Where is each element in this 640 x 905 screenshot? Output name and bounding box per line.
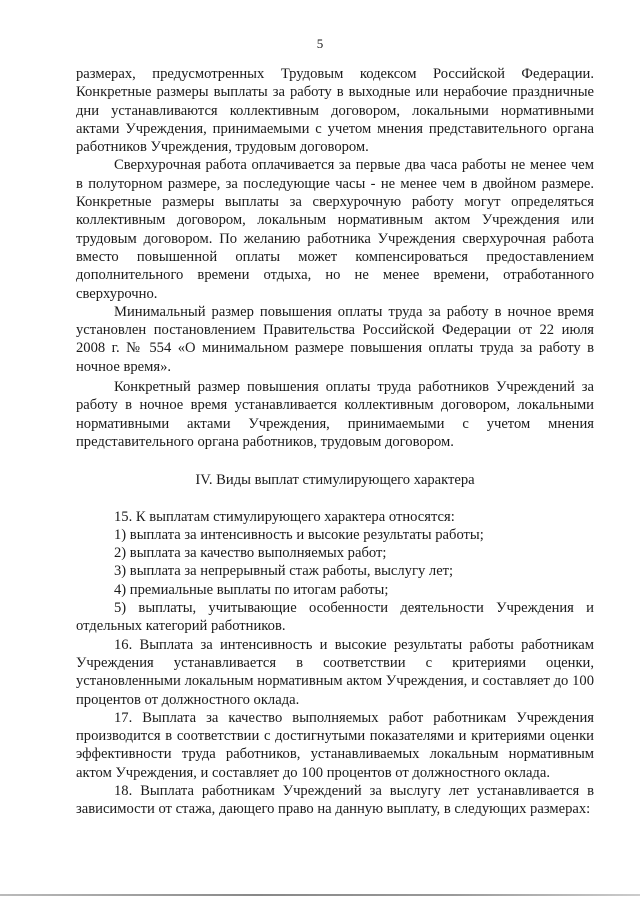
paragraph-night-specific: Конкретный размер повышения оплаты труда работников Учреждений за работу в ночное время устанавливается коллективным договором, локальными нормативными актами Учреждения, принимаемыми с учетом мнения представительного органа работников, трудовым договором. bbox=[76, 379, 594, 450]
paragraph-continuation: размерах, предусмотренных Трудовым кодексом Российской Федерации. Конкретные размеры выплаты за работу в выходные или нерабочие праздничные дни устанавливаются коллективным договором, локальными нормативными актами Учреждения, принимаемыми с учетом мнения представительного органа работников Учреждения, трудовым договором. bbox=[76, 66, 594, 156]
list-item: 5) выплаты, учитывающие особенности деятельности Учреждения и отдельных категорий работников. bbox=[76, 600, 594, 635]
list-item: 4) премиальные выплаты по итогам работы; bbox=[114, 581, 389, 598]
scan-edge-line bbox=[0, 894, 640, 896]
clause-15-intro: 15. К выплатам стимулирующего характера относятся: bbox=[114, 508, 455, 525]
document-body bbox=[76, 65, 594, 819]
page-number: 5 bbox=[316, 36, 324, 51]
clause-17: 17. Выплата за качество выполняемых работ работникам Учреждения производится в соответствии с достигнутыми показателями и критериями оценки эффективности труда работников, устанавливаемых локальным нормативным актом Учреждения, и составляет до 100 процентов от должностного оклада. bbox=[76, 709, 594, 781]
paragraph-night-minimum: Минимальный размер повышения оплаты труда за работу в ночное время установлен постановлением Правительства Российской Федерации от 22 июля 2008 г. № 554 «О минимальном размере повышения оплаты труда за работу в ночное время». bbox=[76, 303, 594, 375]
section-heading: IV. Виды выплат стимулирующего характера bbox=[195, 472, 475, 489]
list-item: 3) выплата за непрерывный стаж работы, выслугу лет; bbox=[114, 563, 454, 580]
paragraph-overtime: Сверхурочная работа оплачивается за первые два часа работы не менее чем в полуторном размере, за последующие часы - не менее чем в двойном размере. Конкретные размеры выплаты за сверхурочную работу могут определяться коллективным договором, локальным нормативным актом Учреждения или трудовым договором. По желанию работника Учреждения сверхурочная работа вместо повышенной оплаты может компенсироваться предоставлением дополнительного времени отдыха, но не менее времени, отработанного сверхурочно. bbox=[76, 157, 594, 302]
list-item: 2) выплата за качество выполняемых работ; bbox=[114, 545, 387, 562]
clause-18: 18. Выплата работникам Учреждений за выслугу лет устанавливается в зависимости от стажа, дающего право на данную выплату, в следующих размерах: bbox=[76, 782, 594, 818]
list-item: 1) выплата за интенсивность и высокие результаты работы; bbox=[114, 526, 484, 543]
clause-16: 16. Выплата за интенсивность и высокие результаты работы работникам Учреждения устанавливается в соответствии с критериями оценки, установленными локальным нормативным актом Учреждения, и составляет до 100 процентов от должностного оклада. bbox=[76, 636, 594, 708]
